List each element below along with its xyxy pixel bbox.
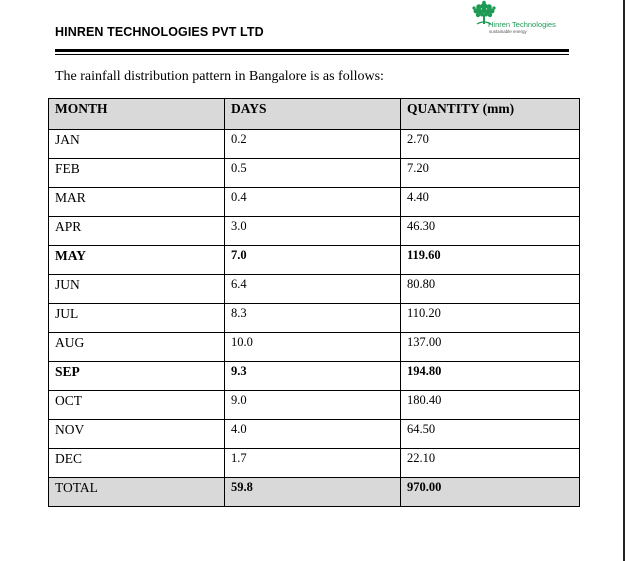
days-cell: 9.0 xyxy=(225,391,401,420)
days-cell: 0.4 xyxy=(225,188,401,217)
header-rule-thin xyxy=(55,54,569,55)
days-cell: 6.4 xyxy=(225,275,401,304)
table-row xyxy=(49,420,580,449)
month-cell: NOV xyxy=(49,420,225,449)
quantity-cell: 64.50 xyxy=(401,420,580,449)
table-header-row xyxy=(49,99,580,130)
table-row xyxy=(49,275,580,304)
table-row xyxy=(49,217,580,246)
month-cell: JUN xyxy=(49,275,225,304)
days-cell: 7.0 xyxy=(225,246,401,275)
quantity-cell: 22.10 xyxy=(401,449,580,478)
days-cell: 0.5 xyxy=(225,159,401,188)
days-cell: 3.0 xyxy=(225,217,401,246)
table-row xyxy=(49,188,580,217)
logo-tagline: sustainable energy xyxy=(489,29,527,34)
quantity-cell: 80.80 xyxy=(401,275,580,304)
rainfall-table xyxy=(48,98,580,507)
table-row xyxy=(49,159,580,188)
month-cell: JAN xyxy=(49,130,225,159)
total-row xyxy=(49,478,580,507)
table-row xyxy=(49,391,580,420)
table-row xyxy=(49,333,580,362)
days-cell: 0.2 xyxy=(225,130,401,159)
total-quantity-cell: 970.00 xyxy=(401,478,580,507)
company-name: HINREN TECHNOLOGIES PVT LTD xyxy=(55,25,264,39)
month-cell: FEB xyxy=(49,159,225,188)
quantity-cell: 46.30 xyxy=(401,217,580,246)
days-cell: 1.7 xyxy=(225,449,401,478)
month-cell: MAY xyxy=(49,246,225,275)
total-label-cell: TOTAL xyxy=(49,478,225,507)
month-cell: SEP xyxy=(49,362,225,391)
quantity-cell: 119.60 xyxy=(401,246,580,275)
column-header-quantity: QUANTITY (mm) xyxy=(401,99,580,130)
month-cell: MAR xyxy=(49,188,225,217)
intro-text: The rainfall distribution pattern in Bangalore is as follows: xyxy=(55,69,384,84)
table-row xyxy=(49,449,580,478)
days-cell: 4.0 xyxy=(225,420,401,449)
days-cell: 10.0 xyxy=(225,333,401,362)
table-row xyxy=(49,362,580,391)
table-row xyxy=(49,304,580,333)
quantity-cell: 180.40 xyxy=(401,391,580,420)
table-row xyxy=(49,246,580,275)
month-cell: AUG xyxy=(49,333,225,362)
month-cell: JUL xyxy=(49,304,225,333)
company-logo xyxy=(466,0,576,38)
page-edge xyxy=(623,0,625,561)
column-header-days: DAYS xyxy=(225,99,401,130)
total-days-cell: 59.8 xyxy=(225,478,401,507)
days-cell: 8.3 xyxy=(225,304,401,333)
quantity-cell: 2.70 xyxy=(401,130,580,159)
month-cell: APR xyxy=(49,217,225,246)
quantity-cell: 110.20 xyxy=(401,304,580,333)
logo-text: Hinren Technologies xyxy=(488,20,556,29)
column-header-month: MONTH xyxy=(49,99,225,130)
table-row xyxy=(49,130,580,159)
days-cell: 9.3 xyxy=(225,362,401,391)
quantity-cell: 137.00 xyxy=(401,333,580,362)
month-cell: OCT xyxy=(49,391,225,420)
quantity-cell: 4.40 xyxy=(401,188,580,217)
quantity-cell: 194.80 xyxy=(401,362,580,391)
month-cell: DEC xyxy=(49,449,225,478)
quantity-cell: 7.20 xyxy=(401,159,580,188)
header-rule-thick xyxy=(55,49,569,52)
